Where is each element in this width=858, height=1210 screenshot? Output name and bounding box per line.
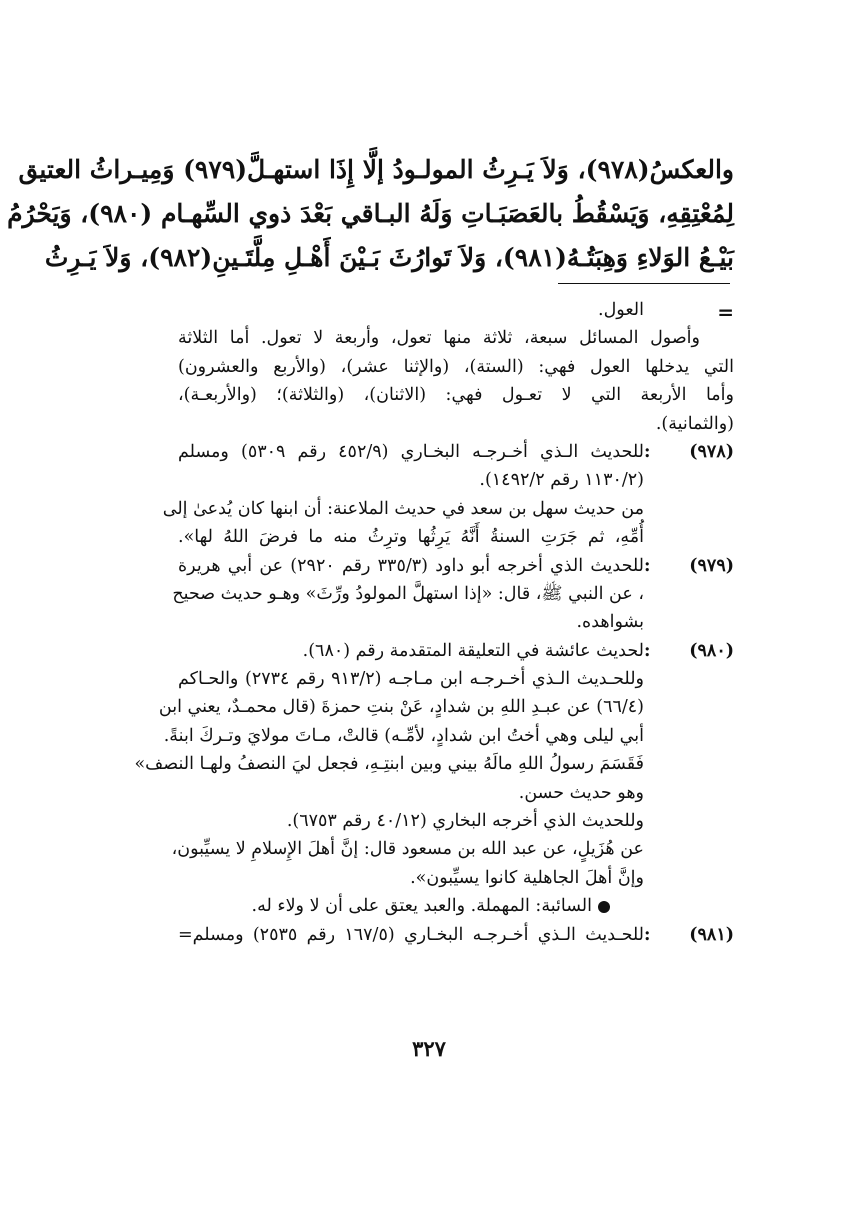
note-line: وللحديث الذي أخرجه البخاري (٤٠/١٢ رقم ٦٧٥٣). [286,811,644,832]
main-text-line: بَيْـعُ الوَلاءِ وَهِبَتُـهُ(٩٨١)، وَلاَ تَوارُثَ بَـيْنَ أَهْـلِ مِلَّتَـينِ(٩٨٢)، وَلاَ يَـرِثُ [44,243,734,272]
note-line: وأما الأربعة التي لا تعـول فهي: (الاثنان)، (والثلاثة)؛ (والأربعـة)، [178,385,734,406]
note-line: وإنَّ أهلَ الجاهلية كانوا يسيِّبون». [410,867,644,888]
note-line: التي يدخلها العول فهي: (الستة)، (والإثنا عشر)، (والأربع والعشرون) [178,356,734,377]
footnote-text: للحـديث الـذي أخـرجـه البخـاري (١٦٧/٥ رقم ٢٥٣٥) ومسلم= [178,924,645,945]
footnote-978 [178,438,734,466]
bullet-line [178,892,610,920]
footnote-separator [558,283,730,284]
continuation-mark: = [717,300,734,324]
footnote-number: (٩٨٠) : [644,640,734,661]
note-line: عن هُزَيلٍ، عن عبد الله بن مسعود قال: إنَّ أهلَ الإِسلامِ لا يسيِّبون، [171,839,644,860]
note-line: وهو حديث حسن. [518,782,644,803]
bullet-text: السائبة: المهملة. والعبد يعتق على أن لا ولاء له. [251,896,592,917]
footnote-text: للحديث الذي أخرجه أبو داود (٣٣٥/٣ رقم ٢٩٢٠) عن أبي هريرة [178,555,645,576]
footnote-text: للحديث الـذي أخـرجـه البخـاري (٤٥٢/٩ رقم ٥٣٠٩) ومسلم [178,441,644,462]
note-line: أبي ليلى وهي أختُ ابن شدادٍ، لأمِّـه) قالتْ، مـاتَ مولايَ وتـركَ ابنةً. [163,725,644,746]
bullet-icon [598,901,610,913]
main-text-line: والعكسُ(٩٧٨)، وَلاَ يَـرِثُ المولـودُ إلَّا إِذَا استهـلَّ(٩٧٩) وَمِيـراثُ العتيق [18,155,734,184]
note-line: (والثمانية). [655,413,734,434]
note-line: فَقَسَمَ رسولُ اللهِ مالَهُ بيني وبين ابنتِـهِ، فجعل ليَ النصفُ ولهـا النصف» [134,754,644,775]
footnote-979 [178,552,734,580]
note-line: بشواهده. [576,612,644,633]
footnote-number: (٩٧٩) : [644,555,734,576]
page-number: ٣٢٧ [412,1036,446,1061]
footnote-number: (٩٨١) : [644,924,734,945]
note-line: (٦٦/٤) عن عبـدِ اللهِ بن شدادٍ، عَنْ بنتِ حمزةَ (قال محمـدٌ، يعني ابن [158,697,644,718]
footnotes [134,296,734,949]
note-line: وأصول المسائل سبعة، ثلاثة منها تعول، وأربعة لا تعول. أما الثلاثة [178,328,700,349]
note-intro-line: العول. [598,300,644,320]
note-line: أُمِّهِ، ثم جَرَتِ السنةُ أَنَّهُ يَرِثُها وترِثُ منه ما فرضَ اللهُ لها». [178,527,644,548]
footnote-number: (٩٧٨) : [644,441,734,462]
footnote-980 [178,637,734,665]
footnote-text: لحديث عائشة في التعليقة المتقدمة رقم (٦٨٠). [302,640,644,661]
note-line: وللحـديث الـذي أخـرجـه ابن مـاجـه (٩١٣/٢ رقم ٢٧٣٤) والحـاكم [178,669,644,690]
note-line: (١١٣٠/٢ رقم ١٤٩٢/٢). [479,470,644,491]
note-line: ، عن النبي ﷺ، قال: «إذا استهلَّ المولودُ ورِّثَ» وهـو حديث صحيح [172,583,644,604]
main-text [7,148,734,280]
note-line: من حديث سهل بن سعد في حديث الملاعنة: أن ابنها كان يُدعىٰ إلى [162,498,644,519]
main-text-line: لِمُعْتِقِهِ، وَيَسْقُطُ بالعَصَبَـاتِ وَلَهُ البـاقي بَعْدَ ذوي السِّهـام (٩٨٠)، وَيَحْرُمُ [7,199,734,228]
footnote-981 [178,921,734,949]
